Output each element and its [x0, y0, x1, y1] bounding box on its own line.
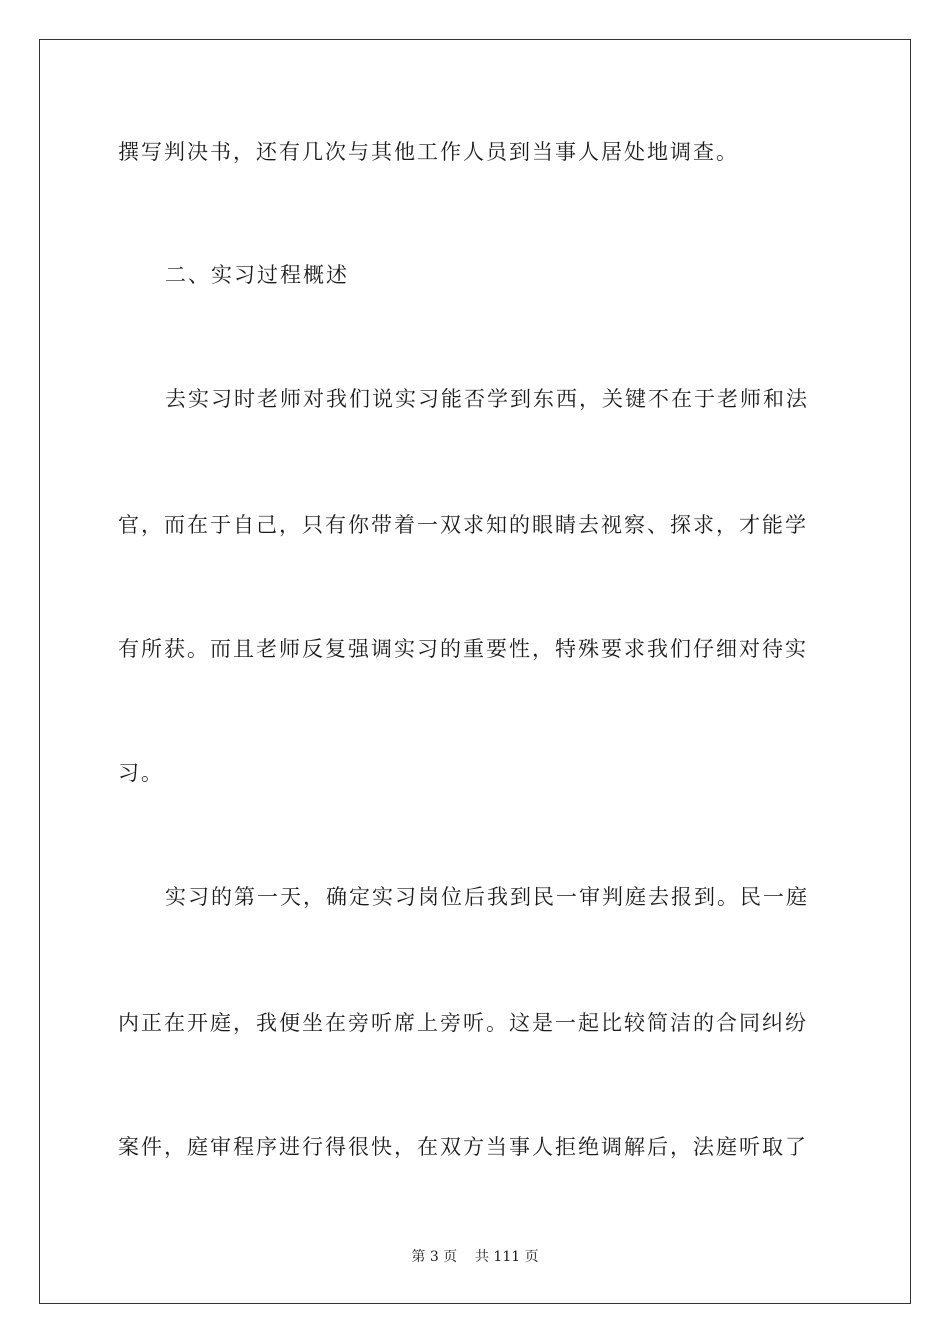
paragraph-line-2: 去实习时老师对我们说实习能否学到东西，关键不在于老师和法 [165, 387, 809, 411]
paragraph-line-5: 习。 [118, 761, 164, 785]
paragraph-line-3: 官，而在于自己，只有你带着一双求知的眼睛去视察、探求，才能学 [118, 513, 808, 537]
paragraph-line-4: 有所获。而且老师反复强调实习的重要性，特殊要求我们仔细对待实 [118, 637, 808, 661]
paragraph-line-1: 撰写判决书，还有几次与其他工作人员到当事人居处地调查。 [118, 140, 739, 164]
paragraph-line-6: 实习的第一天，确定实习岗位后我到民一审判庭去报到。民一庭 [165, 885, 809, 909]
section-heading: 二、实习过程概述 [165, 263, 349, 287]
page-border [39, 39, 911, 1304]
page-number-footer: 第 3 页 共 111 页 [411, 1249, 539, 1265]
paragraph-line-8: 案件，庭审程序进行得很快，在双方当事人拒绝调解后，法庭听取了 [118, 1135, 808, 1159]
paragraph-line-7: 内正在开庭，我便坐在旁听席上旁听。这是一起比较简洁的合同纠纷 [118, 1011, 808, 1035]
